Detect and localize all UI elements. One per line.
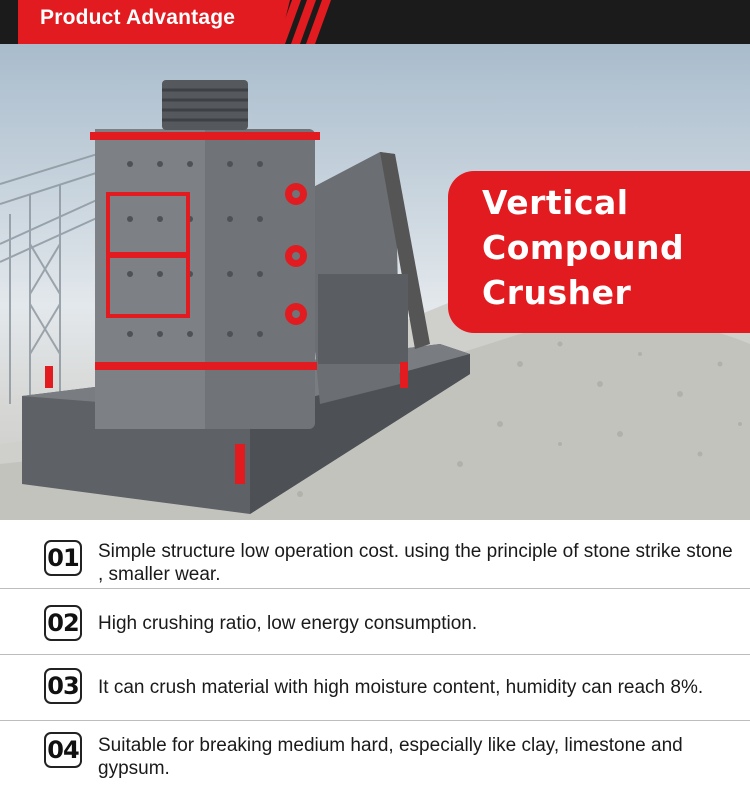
feature-list <box>0 520 750 790</box>
product-title-card <box>448 171 750 333</box>
section-title: Product Advantage <box>40 6 236 29</box>
feature-text: High crushing ratio, low energy consumption. <box>98 613 478 634</box>
product-title-line: Vertical <box>482 183 629 222</box>
feature-text: It can crush material with high moisture content, humidity can reach 8%. <box>98 677 704 698</box>
feature-text: Suitable for breaking medium hard, especially like clay, limestone and gypsum. <box>98 735 683 779</box>
feature-number: 01 <box>44 540 82 576</box>
feature-item <box>0 722 750 788</box>
feature-number: 03 <box>44 668 82 704</box>
divider <box>0 654 750 655</box>
red-band <box>95 362 317 370</box>
product-title-line: Crusher <box>482 273 632 312</box>
product-hero <box>0 44 750 520</box>
feature-text: Simple structure low operation cost. using the principle of stone strike stone , smaller wear. <box>98 541 733 585</box>
feature-item <box>0 520 750 586</box>
divider <box>0 720 750 721</box>
feature-item <box>0 656 750 722</box>
product-title-line: Compound <box>482 228 685 267</box>
feature-number: 04 <box>44 732 82 768</box>
divider <box>0 588 750 589</box>
header-bar <box>0 0 750 44</box>
feature-number: 02 <box>44 605 82 641</box>
top-coupling <box>162 80 248 130</box>
red-band <box>90 132 320 140</box>
feature-item <box>0 590 750 656</box>
